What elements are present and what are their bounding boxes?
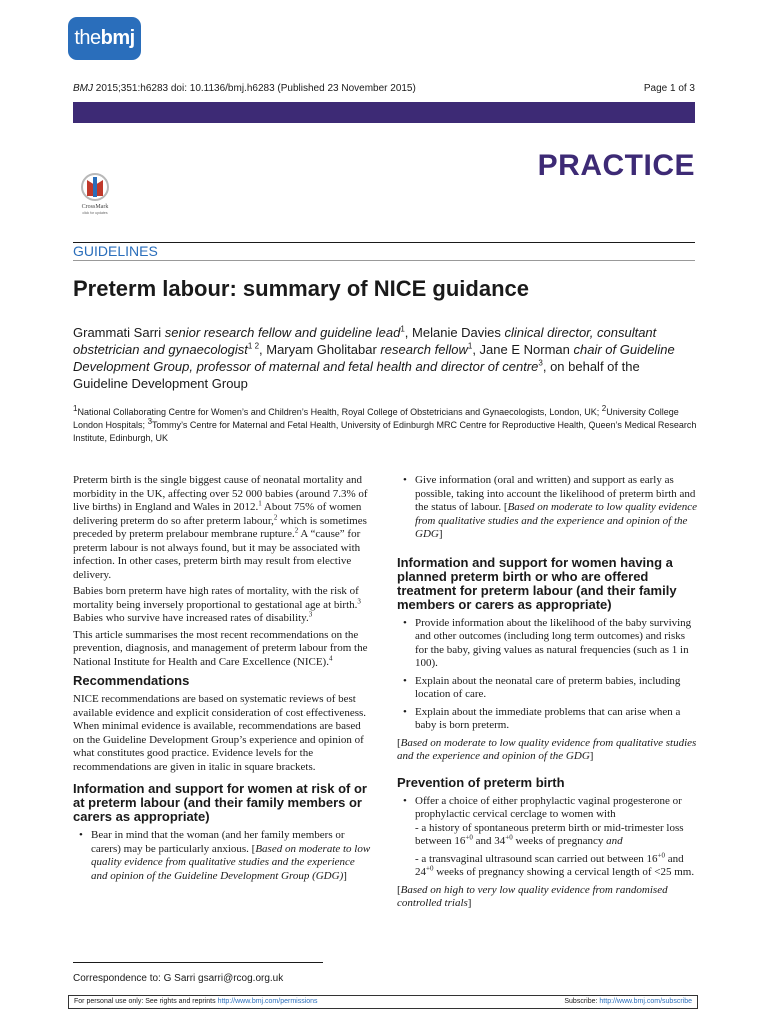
- mortality-paragraph: Babies born preterm have high rates of mortality, with the risk of mortality being inversely proportional to gestational age at birth.$^3$ Babies who survive have increased rates of disability.$^3$: [73, 585, 361, 624]
- article-title: Preterm labour: summary of NICE guidance: [73, 276, 529, 301]
- planned-birth-heading: Information and support for women having a planned preterm birth or who are offered treatment for preterm labour (and their family members or carers as appropriate): [397, 554, 677, 612]
- section-heading: PRACTICE: [537, 149, 695, 182]
- affil-3: Tommy’s Centre for Maternal and Fetal Health, University of Edinburgh MRC Centre for Reproductive Health, Queen’s Medical Research Institute, Edinburgh, UK: [73, 420, 697, 443]
- affiliations: [73, 406, 698, 445]
- list-item: • Explain about the immediate problems that can arise when a baby is born preterm.: [397, 706, 697, 733]
- list-item: • Provide information about the likelihood of the baby surviving and other outcomes (including long term outcomes) and risks for the baby, giving values as natural frequencies (such as 1 in 100).: [397, 617, 697, 671]
- affil-1: National Collaborating Centre for Women’s and Children’s Health, Royal College of Obstetricians and Gynaecologists, London, UK;: [77, 407, 602, 417]
- recommendations-heading: Recommendations: [73, 673, 190, 688]
- evidence-note: [Based on moderate to low quality evidence from qualitative studies and the experience and opinion of the GDG]: [397, 736, 697, 762]
- evidence-note: [Based on high to very low quality evidence from randomised controlled trials]: [397, 883, 668, 909]
- planned-birth-list: [397, 617, 697, 733]
- author-affil: 1 2: [247, 341, 260, 351]
- citation-line: [73, 83, 416, 94]
- crossmark-sublabel: click for updates: [82, 211, 108, 215]
- author-role: research fellow: [380, 342, 468, 357]
- author-name: Melanie Davies: [412, 325, 501, 340]
- info-at-risk-heading: Information and support for women at risk of or at preterm labour (and their family members or carers as appropriate): [73, 781, 367, 824]
- right-column: [397, 474, 697, 914]
- recommendations-paragraph: NICE recommendations are based on systematic reviews of best available evidence and explicit consideration of cost effectiveness. When minimal evidence is available, recommendations are based on the Guideline Development Group’s experience and opinion of what constitutes good practice. Evidence levels for the recommendations are given in italic in square brackets.: [73, 693, 367, 773]
- author-list: [73, 324, 698, 392]
- category-rule-top: [73, 242, 695, 243]
- crossmark-label: CrossMark: [81, 204, 109, 210]
- author-affil: 1: [400, 324, 405, 334]
- list-item: • Explain about the neonatal care of preterm babies, including location of care.: [397, 675, 697, 702]
- author-role: chair of Guideline Development Group, professor of maternal and fetal health and director of centre: [73, 342, 675, 374]
- subscribe-link[interactable]: http://www.bmj.com/subscribe: [599, 998, 692, 1005]
- list-item: • Give information (oral and written) and support as early as possible, taking into account the likelihood of preterm birth and the status of labour. [Based on moderate to low quality evidence from qualitative studies and the experience and opinion of the GDG]: [397, 474, 697, 542]
- info-at-risk-list-cont: [397, 474, 697, 542]
- author-sep: ,: [542, 359, 551, 374]
- author-sep: ,: [404, 325, 413, 340]
- correspondence-rule: [73, 962, 323, 963]
- author-sep: ,: [259, 342, 267, 357]
- list-item: • Bear in mind that the woman (and her family members or carers) may be particularly anxious. [Based on moderate to low quality evidence from qualitative studies and the experience and opinion of the Guideline Development Group (GDG)]: [73, 829, 373, 883]
- bmj-logo[interactable]: [68, 17, 141, 60]
- category-label: GUIDELINES: [73, 243, 158, 259]
- summary-paragraph: This article summarises the most recent recommendations on the prevention, diagnosis, and management of preterm labour from the National Institute for Health and Care Excellence (NICE).$^4$: [73, 628, 368, 668]
- logo-bmj: bmj: [100, 27, 135, 49]
- author-name: Grammati Sarri: [73, 325, 162, 340]
- crossmark-icon[interactable]: [77, 172, 113, 216]
- author-sep: ,: [472, 342, 480, 357]
- footer-left: For personal use only: See rights and reprints http://www.bmj.com/permissions: [74, 998, 318, 1005]
- page-number: Page 1 of 3: [643, 83, 695, 94]
- affil-sup: 2: [601, 404, 607, 413]
- prevention-heading: Prevention of preterm birth: [397, 774, 565, 790]
- page-footer: [68, 995, 698, 1009]
- footer-right: Subscribe: http://www.bmj.com/subscribe: [564, 998, 692, 1005]
- category-rule-bottom: [73, 260, 695, 261]
- left-column: [73, 474, 373, 887]
- prevention-list: [397, 795, 697, 880]
- list-item: • Offer a choice of either prophylactic vaginal progesterone or prophylactic cervical cerclage to women with - a history of spontaneous preterm birth or mid-trimester loss between $16^{+0}$ and $34^{+0}$ weeks of pregnancy and - a transvaginal ultrasound scan carried out between $16^{+0}$ and $24^{+0}$ weeks of pregnancy showing a cervical length of <25 mm.: [397, 795, 697, 880]
- permissions-link[interactable]: http://www.bmj.com/permissions: [217, 998, 318, 1005]
- affil-2: University College London Hospitals;: [73, 407, 679, 430]
- affil-sup: 1: [73, 404, 78, 413]
- author-role: senior research fellow and guideline lead: [164, 325, 401, 340]
- author-name: Jane E Norman: [479, 342, 570, 357]
- author-affil: 1: [467, 341, 473, 351]
- author-affil: 3: [538, 358, 543, 368]
- correspondence: Correspondence to: G Sarri gsarri@rcog.org.uk: [73, 973, 284, 984]
- header-band: [73, 102, 695, 123]
- authors-tail: on behalf of the Guideline Development Group: [73, 359, 640, 391]
- affil-sup: 3: [147, 417, 153, 426]
- citation-details: 2015;351:h6283 doi: 10.1136/bmj.h6283 (Published 23 November 2015): [93, 83, 416, 94]
- citation-journal: BMJ: [73, 83, 93, 94]
- logo-the: the: [74, 27, 101, 49]
- author-role: clinical director, consultant obstetrician and gynaecologist: [73, 325, 657, 357]
- intro-paragraph: Preterm birth is the single biggest cause of neonatal mortality and morbidity in the UK, affecting over 52 000 babies (around 7.3% of live births) in England and Wales in 2012.$^1$ About 75% of women delivering preterm do so after preterm labour,$^2$ which is sometimes preceded by preterm prelabour membrane rupture.$^2$ A “cause” for preterm labour is not always found, but it may be associated with infection. In other cases, preterm birth may result from elective delivery.: [73, 474, 368, 581]
- info-at-risk-list: [73, 829, 373, 883]
- author-name: Maryam Gholitabar: [266, 342, 377, 357]
